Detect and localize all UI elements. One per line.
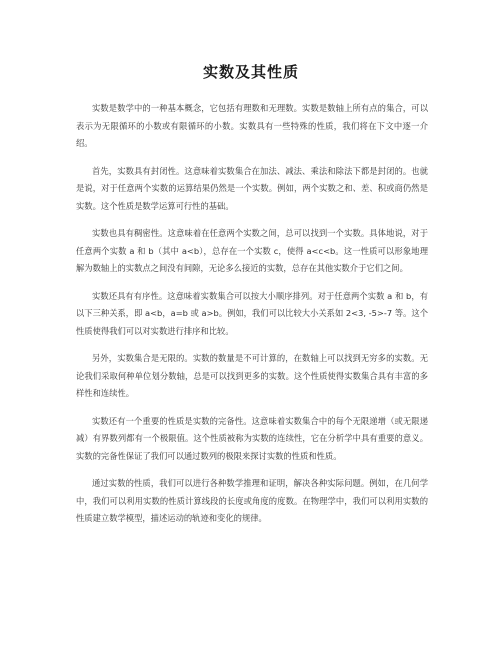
paragraph-order: 实数还具有有序性。这意味着实数集合可以按大小顺序排列。对于任意两个实数 a 和 b，有以下三种关系，即 a<b，a=b 或 a>b。例如，我们可以比较大小关系如 2<3, -5>-7 等。这个性质使得我们可以对实数进行排序和比较。 xyxy=(76,290,428,336)
paragraph-density: 实数也具有稠密性。这意味着在任意两个实数之间，总可以找到一个实数。具体地说，对于任意两个实数 a 和 b（其中 a<b），总存在一个实数 c，使得 a<c<b。这一性质可以形象地理解为数轴上的实数点之间没有间隙，无论多么接近的实数，总存在其他实数介于它们之间。 xyxy=(76,228,428,273)
document-title: 实数及其性质 xyxy=(202,63,299,81)
paragraph-applications: 通过实数的性质，我们可以进行各种数学推理和证明，解决各种实际问题。例如，在几何学中，我们可以利用实数的性质计算线段的长度或角度的度数。在物理学中，我们可以利用实数的性质建立数学模型，描述运动的轨迹和变化的规律。 xyxy=(76,478,428,523)
paragraph-closure: 首先，实数具有封闭性。这意味着实数集合在加法、减法、乘法和除法下都是封闭的。也就是说，对于任意两个实数的运算结果仍然是一个实数。例如，两个实数之和、差、积或商仍然是实数。这个性质是数学运算可行性的基础。 xyxy=(76,165,428,211)
paragraph-infinite: 另外，实数集合是无限的。实数的数量是不可计算的，在数轴上可以找到无穷多的实数。无论我们采取何种单位划分数轴，总是可以找到更多的实数。这个性质使得实数集合具有丰富的多样性和连续性。 xyxy=(76,353,428,398)
paragraph-completeness: 实数还有一个重要的性质是实数的完备性。这意味着实数集合中的每个无限递增（或无限递减）有界数列都有一个极限值。这个性质被称为实数的连续性，它在分析学中具有重要的意义。实数的完备性保证了我们可以通过数列的极限来探讨实数的性质和性质。 xyxy=(76,415,428,461)
paragraph-intro: 实数是数学中的一种基本概念，它包括有理数和无理数。实数是数轴上所有点的集合，可以表示为无限循环的小数或有限循环的小数。实数具有一些特殊的性质，我们将在下文中逐一介绍。 xyxy=(76,103,428,148)
document-body xyxy=(76,100,428,538)
